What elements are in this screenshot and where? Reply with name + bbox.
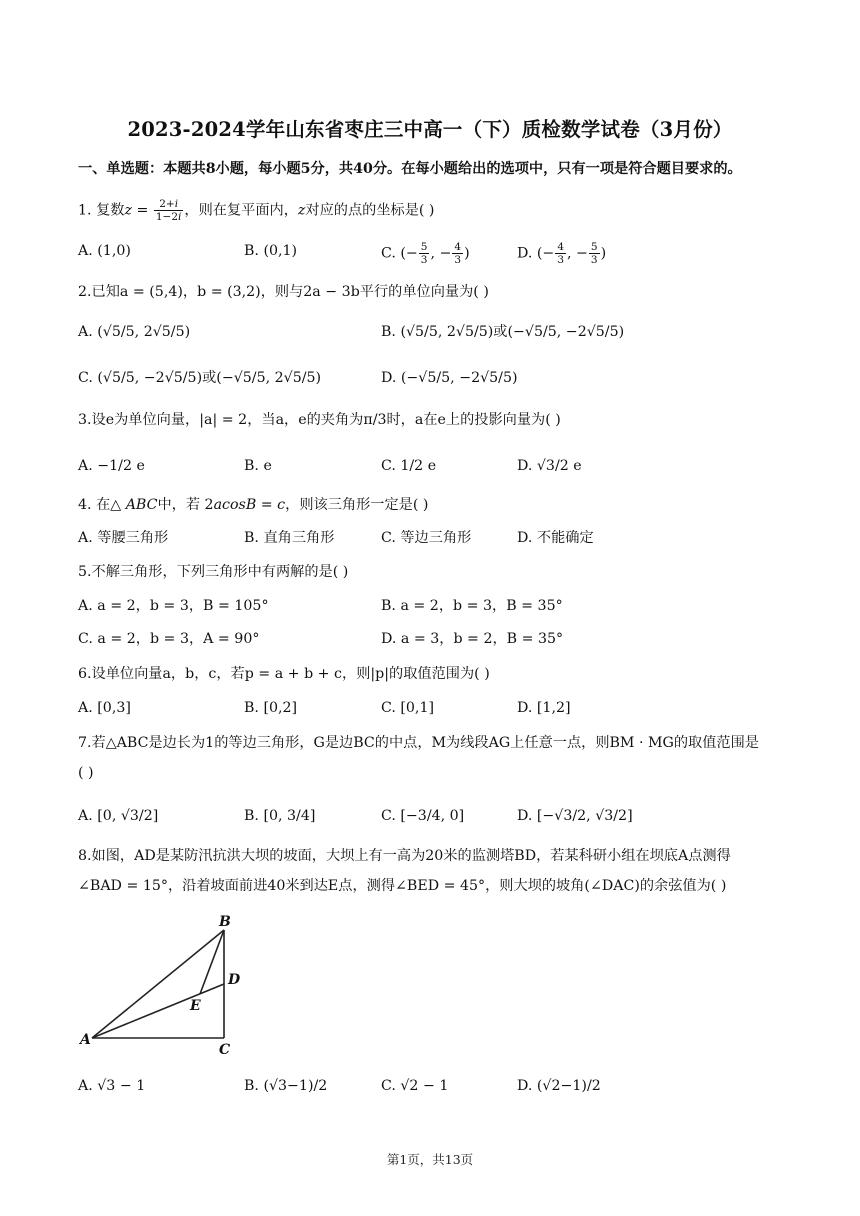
q4-option-a[interactable]: A. 等腰三角形: [78, 530, 169, 546]
q4-option-b[interactable]: B. 直角三角形: [244, 530, 335, 546]
q6-option-b[interactable]: B. [0,2]: [244, 700, 298, 716]
q6-option-d[interactable]: D. [1,2]: [517, 700, 571, 716]
q1-option-c[interactable]: C. (− $\frac{5}{3}$ , − $\frac{4}{3}$ ): [381, 241, 470, 266]
q5-option-c[interactable]: C. a = 2，b = 3，A = 90°: [78, 631, 260, 647]
q4-option-c[interactable]: C. 等边三角形: [381, 530, 472, 546]
line-ad: [92, 984, 224, 1038]
q5-option-a[interactable]: A. a = 2，b = 3，B = 105°: [78, 598, 269, 614]
q3-option-d[interactable]: D. √3/2 e: [517, 458, 582, 474]
q8-option-d[interactable]: D. (√2−1)/2: [517, 1078, 601, 1094]
q5-option-d[interactable]: D. a = 3，b = 2，B = 35°: [381, 631, 564, 647]
question-8-cont: ∠BAD = 15°，沿着坡面前进40米到达E点，测得∠BED = 45°，则大坝的坡角(∠DAC)的余弦值为( ): [78, 878, 727, 894]
q8-option-c[interactable]: C. √2 − 1: [381, 1078, 449, 1094]
question-1: 1. 复数z = $\frac{2+i}{1-2i}$ ，则在复平面内，z对应的点的坐标是( ): [78, 198, 435, 223]
q1-option-d[interactable]: D. (− $\frac{4}{3}$ , − $\frac{5}{3}$ ): [517, 241, 607, 266]
q3-option-b[interactable]: B. e: [244, 458, 272, 474]
question-7-cont: ( ): [78, 765, 94, 781]
label-a: A: [80, 1032, 91, 1048]
q2-option-c[interactable]: C. (√5/5, −2√5/5)或(−√5/5, 2√5/5): [78, 370, 322, 386]
label-e: E: [190, 998, 201, 1014]
label-b: B: [219, 914, 231, 930]
question-2: 2.已知a = (5,4)，b = (3,2)，则与2a − 3b平行的单位向量为( ): [78, 284, 489, 300]
q3-option-c[interactable]: C. 1/2 e: [381, 458, 437, 474]
q6-option-a[interactable]: A. [0,3]: [78, 700, 131, 716]
q7-option-c[interactable]: C. [−3/4, 0]: [381, 808, 465, 824]
q4-option-d[interactable]: D. 不能确定: [517, 530, 594, 546]
q1-option-a[interactable]: A. (1,0): [78, 243, 131, 259]
question-6: 6.设单位向量a，b，c，若p = a + b + c，则|p|的取值范围为( ): [78, 666, 490, 682]
question-7: 7.若△ABC是边长为1的等边三角形，G是边BC的中点，M为线段AG上任意一点，则BM · MG的取值范围是: [78, 735, 759, 751]
q7-option-d[interactable]: D. [−√3/2, √3/2]: [517, 808, 633, 824]
page-title: 2023-2024学年山东省枣庄三中高一（下）质检数学试卷（3月份）: [127, 118, 733, 141]
label-d: D: [228, 972, 241, 988]
q8-option-a[interactable]: A. √3 − 1: [78, 1078, 146, 1094]
q8-option-b[interactable]: B. (√3−1)/2: [244, 1078, 328, 1094]
q6-option-c[interactable]: C. [0,1]: [381, 700, 435, 716]
q2-option-a[interactable]: A. (√5/5, 2√5/5): [78, 324, 191, 340]
q5-option-b[interactable]: B. a = 2，b = 3，B = 35°: [381, 598, 563, 614]
question-5: 5.不解三角形，下列三角形中有两解的是( ): [78, 564, 349, 580]
question-3: 3.设e为单位向量，|a| = 2，当a，e的夹角为π/3时，a在e上的投影向量为( ): [78, 412, 561, 428]
question-8: 8.如图，AD是某防汛抗洪大坝的坡面，大坝上有一高为20米的监测塔BD，若某科研小组在坝底A点测得: [78, 848, 731, 864]
q2-option-b[interactable]: B. (√5/5, 2√5/5)或(−√5/5, −2√5/5): [381, 324, 625, 340]
q2-option-d[interactable]: D. (−√5/5, −2√5/5): [381, 370, 518, 386]
q7-option-b[interactable]: B. [0, 3/4]: [244, 808, 316, 824]
q7-option-a[interactable]: A. [0, √3/2]: [78, 808, 159, 824]
q3-option-a[interactable]: A. −1/2 e: [78, 458, 145, 474]
dam-figure: [78, 912, 258, 1062]
question-4: 4. 在△ ABC中，若 2acosB = c，则该三角形一定是( ): [78, 497, 429, 513]
page-footer: 第1页，共13页: [386, 1152, 474, 1167]
section-header: 一、单选题：本题共8小题，每小题5分，共40分。在每小题给出的选项中，只有一项是符合题目要求的。: [78, 161, 742, 177]
label-c: C: [219, 1042, 231, 1058]
q1-option-b[interactable]: B. (0,1): [244, 243, 298, 259]
